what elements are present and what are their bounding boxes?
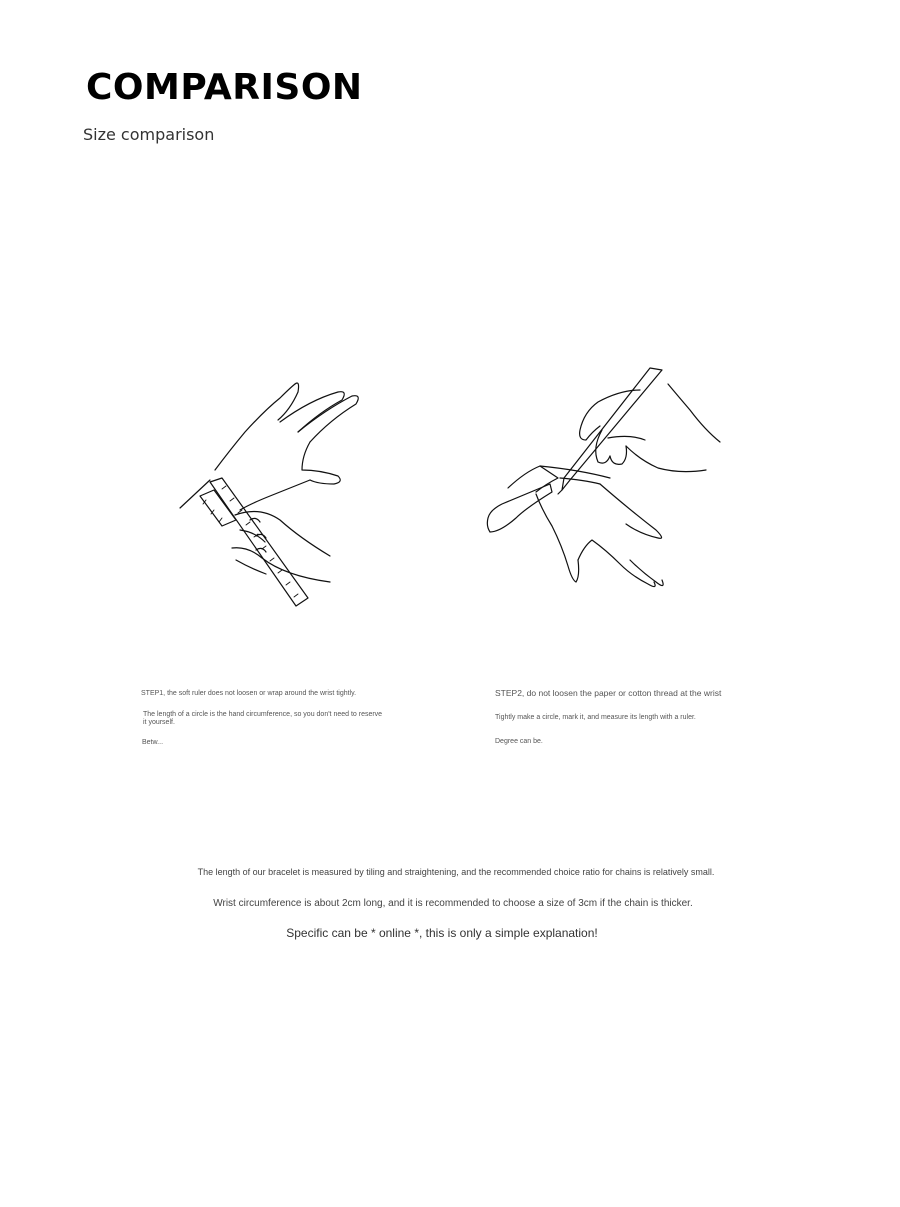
note-line1: The length of our bracelet is measured by tiling and straightening, and the recommended choice ratio for chains is relatively small. — [197, 867, 715, 877]
step2-text-line2: Tightly make a circle, mark it, and measure its length with a ruler. — [495, 714, 696, 721]
hand-with-tape-measure-illustration — [170, 370, 370, 615]
page-subtitle: Size comparison — [83, 125, 215, 144]
step1-text-line3: Betw... — [142, 739, 164, 746]
step2-text-line3: Degree can be. — [495, 738, 543, 745]
step2-text-line1: STEP2, do not loosen the paper or cotton thread at the wrist — [495, 688, 722, 698]
page-title: COMPARISON — [86, 67, 363, 108]
hand-with-paper-strip-and-pen-illustration — [480, 360, 730, 605]
note-line3: Specific can be * online *, this is only a simple explanation! — [286, 926, 598, 940]
step1-text-line1: STEP1, the soft ruler does not loosen or wrap around the wrist tightly. — [141, 690, 357, 697]
step1-text-line2: The length of a circle is the hand circumference, so you don't need to reserve it yourself. — [143, 711, 383, 726]
note-line2: Wrist circumference is about 2cm long, and it is recommended to choose a size of 3cm if the chain is thicker. — [213, 898, 693, 909]
